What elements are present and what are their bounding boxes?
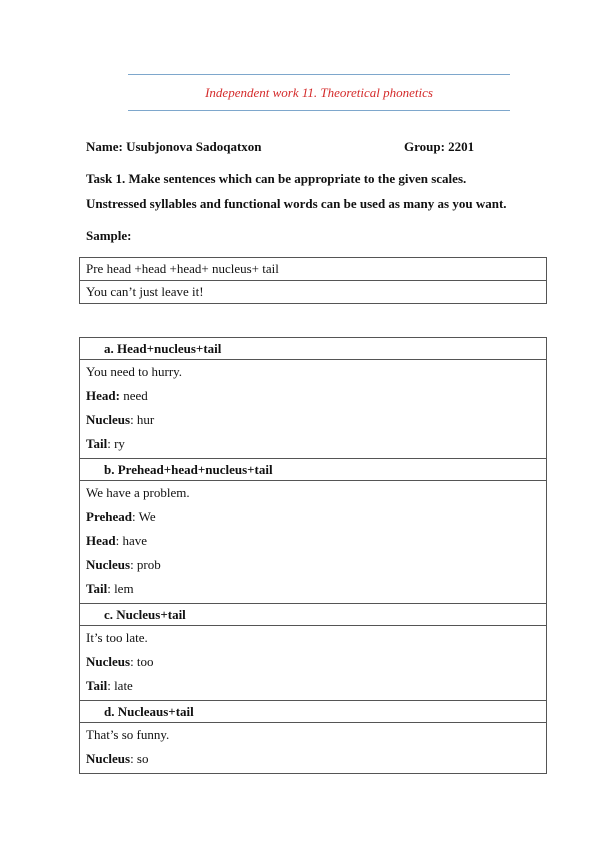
task-line-1: Task 1. Make sentences which can be appropriate to the given scales. <box>86 171 467 186</box>
section-a-sentence: You need to hurry. <box>86 364 183 379</box>
task-line-2: Unstressed syllables and functional words can be used as many as you want. <box>86 196 507 211</box>
section-a-heading: a. Head+nucleus+tail <box>80 338 547 360</box>
section-b-row: Head: have <box>86 533 148 548</box>
header-bottom-rule <box>128 110 510 111</box>
sample-sentence-row: You can’t just leave it! <box>80 281 547 304</box>
section-a-row: Head: need <box>86 388 148 403</box>
section-b-body <box>80 481 547 604</box>
document-title: Independent work 11. Theoretical phonetics <box>205 85 433 100</box>
sample-table <box>79 257 547 304</box>
section-c-sentence: It’s too late. <box>86 630 148 645</box>
student-group: Group: 2201 <box>404 139 475 154</box>
section-b-row: Nucleus: prob <box>86 557 161 572</box>
student-name: Name: Usubjonova Sadoqatxon <box>86 139 262 154</box>
section-d-sentence: That’s so funny. <box>86 727 170 742</box>
section-c-row: Tail: late <box>86 678 133 693</box>
sample-scale-row: Pre head +head +head+ nucleus+ tail <box>80 258 547 281</box>
section-b-heading: b. Prehead+head+nucleus+tail <box>80 459 547 481</box>
section-b-row: Prehead: We <box>86 509 156 524</box>
sample-label: Sample: <box>86 228 132 243</box>
header-top-rule <box>128 74 510 75</box>
section-a-body <box>80 360 547 459</box>
section-b-sentence: We have a problem. <box>86 485 190 500</box>
section-b-row: Tail: lem <box>86 581 134 596</box>
section-d-body <box>80 723 547 774</box>
answers-table <box>79 337 547 774</box>
section-c-heading: c. Nucleus+tail <box>80 604 547 626</box>
section-a-row: Nucleus: hur <box>86 412 155 427</box>
section-c-row: Nucleus: too <box>86 654 154 669</box>
section-d-row: Nucleus: so <box>86 751 149 766</box>
section-c-body <box>80 626 547 701</box>
section-d-heading: d. Nucleaus+tail <box>80 701 547 723</box>
section-a-row: Tail: ry <box>86 436 125 451</box>
